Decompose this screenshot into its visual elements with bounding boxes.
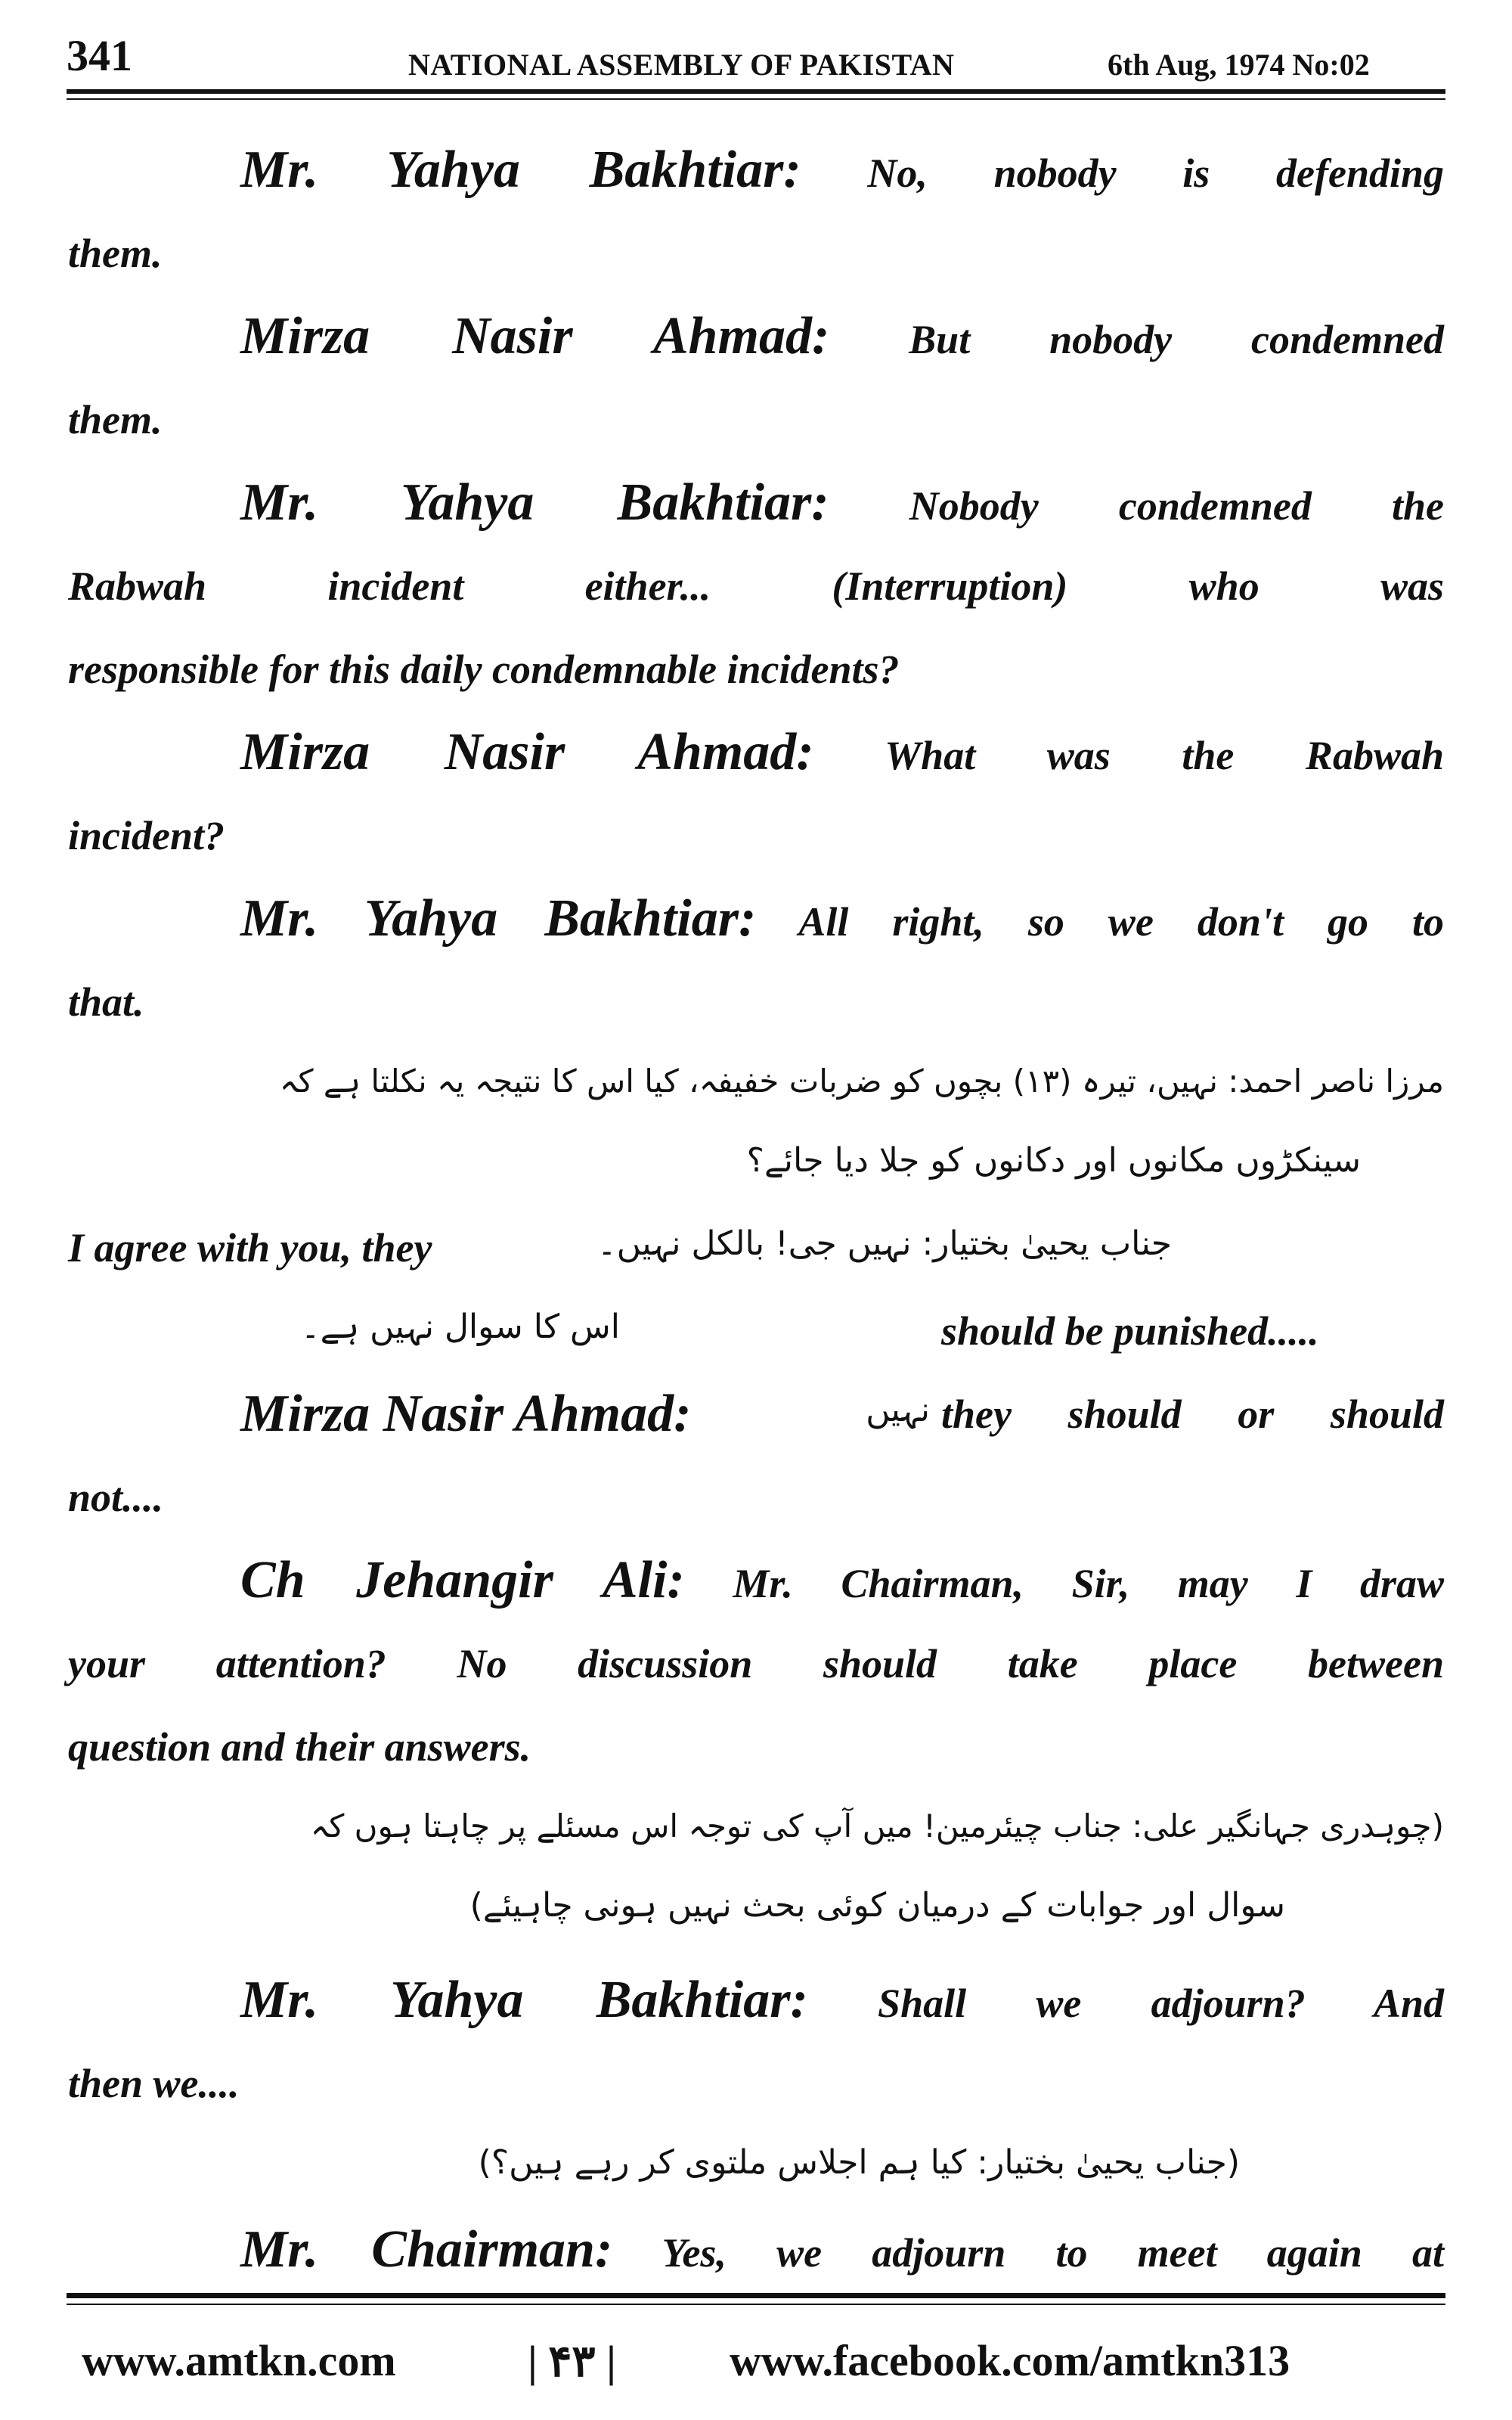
- text-line: they should or should: [941, 1392, 1444, 1437]
- urdu-line: نہیں: [866, 1391, 930, 1429]
- urdu-line: سوال اور جوابات کے درمیان کوئی بحث نہیں ہونی چاہیئے): [469, 1886, 1285, 1925]
- text-line: them.: [68, 231, 163, 276]
- urdu-line: (جناب یحییٰ بختیار: کیا ہم اجلاس ملتوی کر رہے ہیں؟): [478, 2143, 1240, 2182]
- footer-facebook-link[interactable]: www.facebook.com/amtkn313: [730, 2336, 1290, 2385]
- urdu-line: مرزا ناصر احمد: نہیں، تیرہ (۱۳) بچوں کو ضربات خفیفہ، کیا اس کا نتیجہ یہ نکلتا ہے کہ: [279, 1063, 1444, 1100]
- speaker-name: Mr. Chairman:: [240, 2220, 613, 2279]
- speaker-name: Mirza Nasir Ahmad:: [240, 307, 830, 365]
- text-line: then we....: [68, 2061, 240, 2106]
- text-line: [240, 1971, 1445, 2029]
- issue-date: 6th Aug, 1974 No:02: [1108, 48, 1370, 82]
- urdu-line: سینکڑوں مکانوں اور دکانوں کو جلا دیا جائے؟: [746, 1141, 1361, 1180]
- text-line: [240, 889, 1444, 948]
- page-number: 341: [67, 31, 132, 80]
- text-line: [240, 2220, 1444, 2279]
- speaker-name: Mr. Yahya Bakhtiar:: [240, 473, 829, 532]
- footer-page-marker: | ۴۳ |: [528, 2337, 616, 2386]
- urdu-line: جناب یحییٰ بختیار: نہیں جی! بالکل نہیں۔: [596, 1224, 1172, 1263]
- speaker-name: Mr. Yahya Bakhtiar:: [240, 1971, 808, 2029]
- header-rule-thin: [67, 98, 1445, 100]
- header-rule-thick: [67, 89, 1445, 94]
- text-line: [240, 473, 1444, 532]
- text-line: I agree with you, they: [68, 1225, 432, 1270]
- speaker-name: Mirza Nasir Ahmad:: [240, 723, 814, 781]
- speaker-name: Mirza Nasir Ahmad:: [240, 1385, 692, 1443]
- text-line: incident?: [68, 813, 225, 858]
- speech-text: Shall we adjourn? And: [878, 1981, 1445, 2026]
- speech-text: All right, so we don't go to: [798, 899, 1444, 945]
- urdu-line: (چوہدری جہانگیر علی: جناب چیئرمین! میں آپ کی توجہ اس مسئلے پر چاہتا ہوں کہ: [310, 1807, 1444, 1844]
- text-line: Rabwah incident either... (Interruption) who was: [68, 563, 1444, 609]
- speech-text: But nobody condemned: [909, 317, 1444, 362]
- text-line: [240, 723, 1444, 781]
- speech-text: Mr. Chairman, Sir, may I draw: [733, 1561, 1444, 1606]
- speech-text: Yes, we adjourn to meet again at: [662, 2230, 1444, 2276]
- text-line: not....: [68, 1475, 164, 1520]
- text-line: question and their answers.: [68, 1724, 531, 1770]
- text-line: [240, 1385, 800, 1443]
- text-line: [240, 1551, 1444, 1609]
- text-line: responsible for this daily condemnable incidents?: [68, 647, 900, 692]
- text-line: your attention? No discussion should take place between: [68, 1641, 1444, 1686]
- text-line: them.: [68, 397, 163, 442]
- speaker-name: Mr. Yahya Bakhtiar:: [240, 141, 801, 199]
- footer-rule-thick: [67, 2293, 1445, 2298]
- footer-website-link[interactable]: www.amtkn.com: [82, 2336, 396, 2385]
- publication-title: NATIONAL ASSEMBLY OF PAKISTAN: [408, 48, 955, 82]
- urdu-line: اس کا سوال نہیں ہے۔: [300, 1308, 620, 1346]
- text-line: [240, 141, 1445, 199]
- speaker-name: Ch Jehangir Ali:: [240, 1551, 685, 1609]
- speaker-name: Mr. Yahya Bakhtiar:: [240, 889, 757, 948]
- text-line: should be punished.....: [941, 1308, 1319, 1354]
- speech-text: Nobody condemned the: [909, 483, 1444, 529]
- text-line: [240, 307, 1444, 365]
- speech-text: What was the Rabwah: [885, 733, 1444, 778]
- footer-rule-thin: [67, 2304, 1445, 2305]
- text-line: that.: [68, 979, 144, 1025]
- speech-text: No, nobody is defending: [867, 150, 1445, 196]
